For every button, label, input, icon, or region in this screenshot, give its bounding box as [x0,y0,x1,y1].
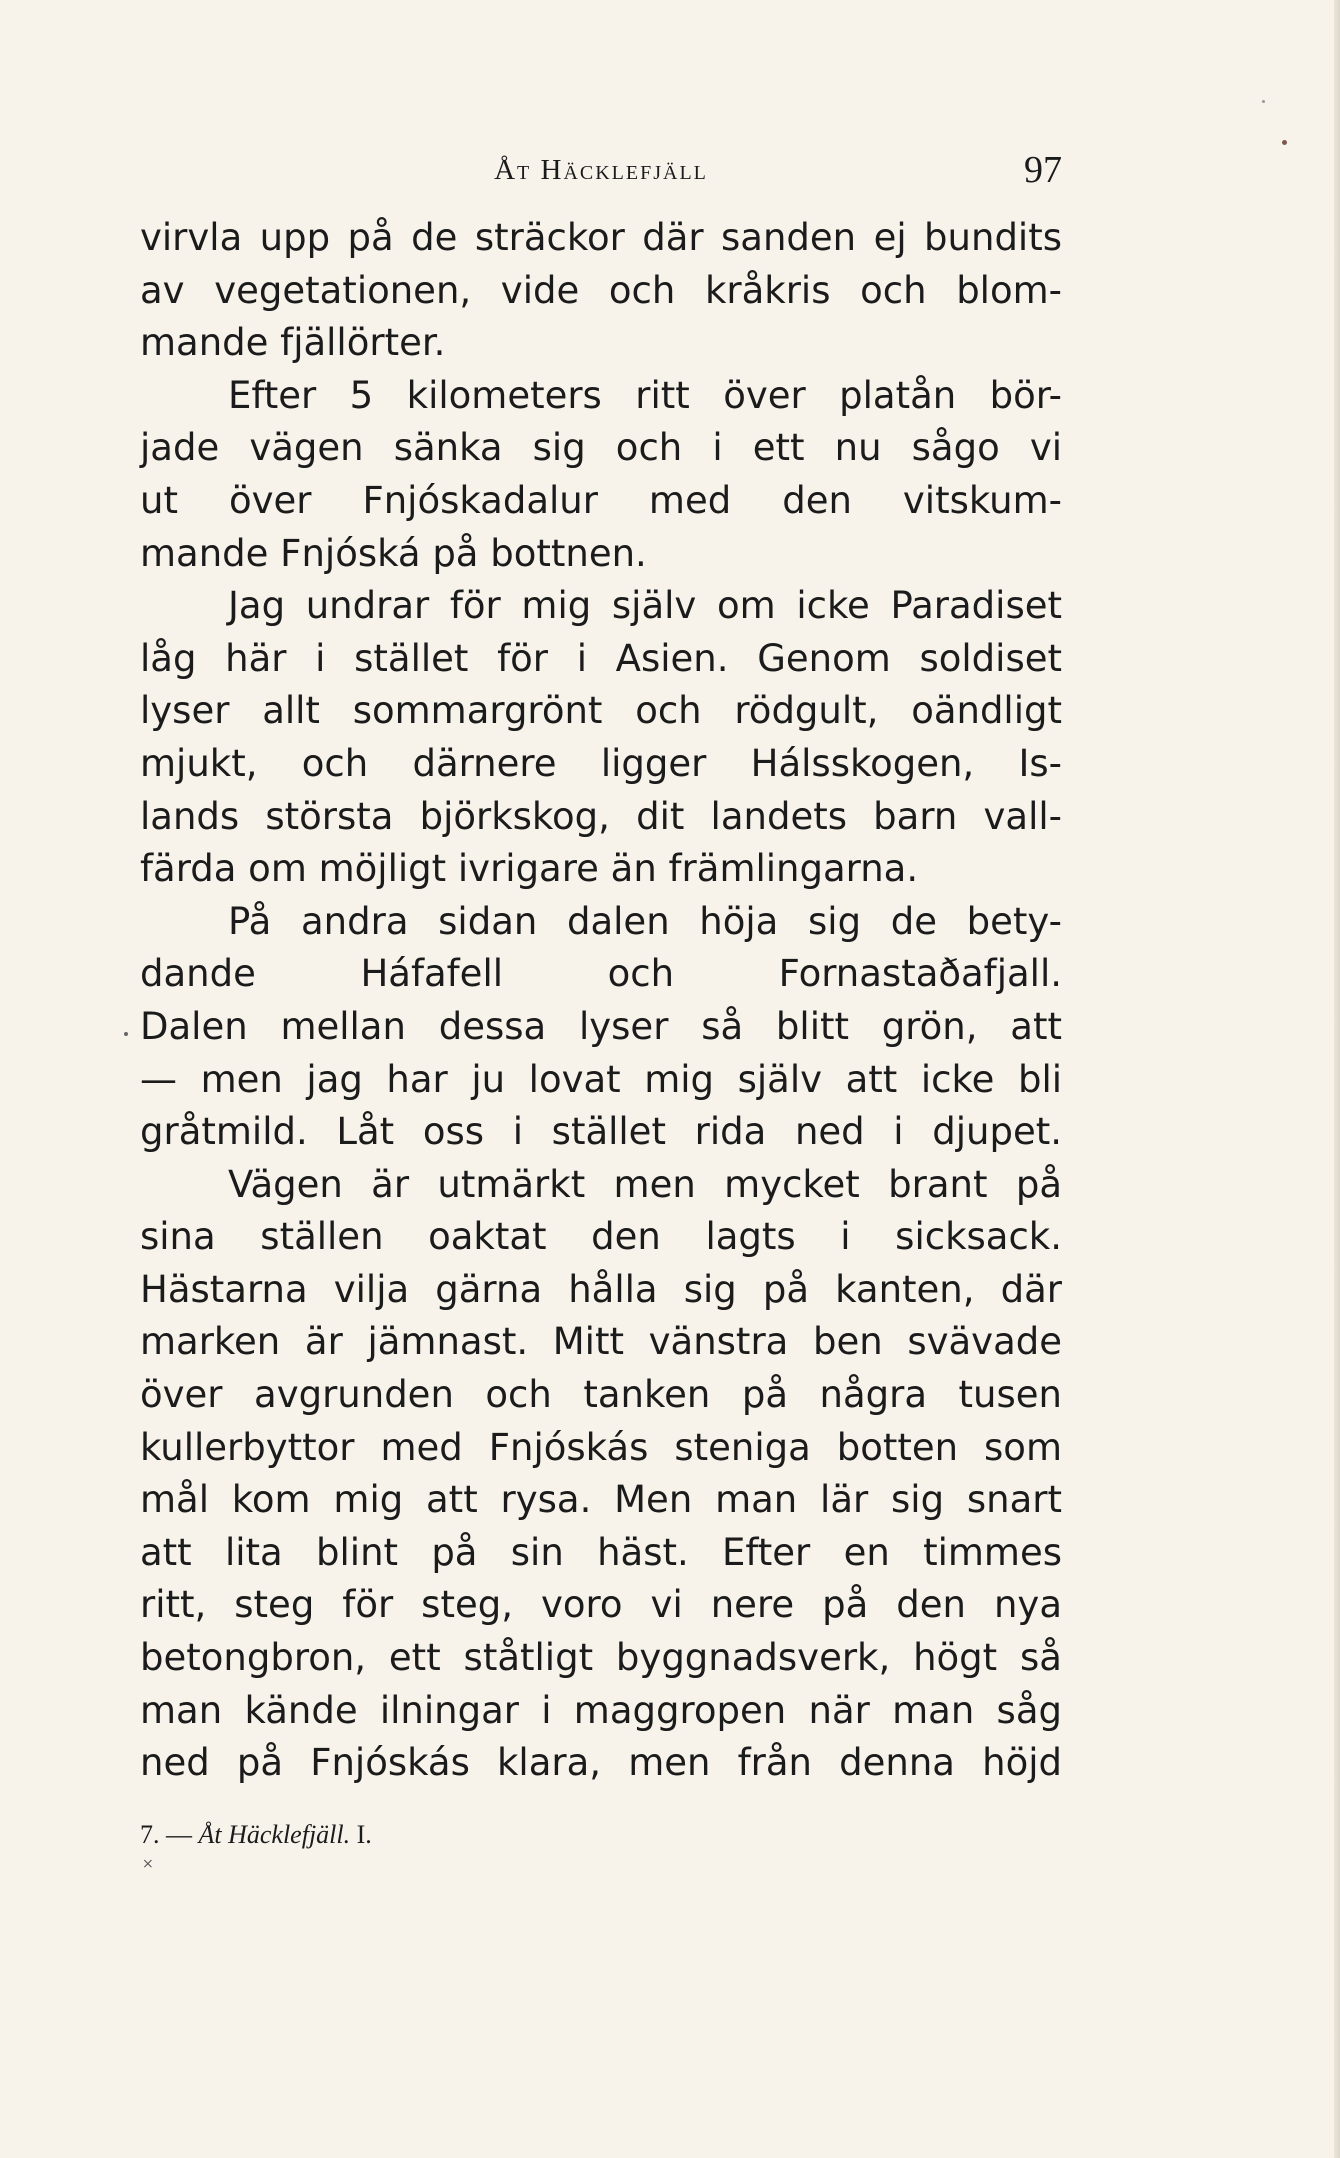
signature-footer [140,1820,372,1850]
paragraph [140,1159,1062,1790]
text-line: att lita blint på sin häst. Efter en timmes [140,1530,1062,1574]
text-line: mande Fnjóská på bottnen. [140,531,647,575]
ink-speck [124,1032,128,1036]
page-edge [1334,0,1340,2158]
text-line: Hästarna vilja gärna hålla sig på kanten, där [140,1267,1062,1311]
text-line: Vägen är utmärkt men mycket brant på [228,1162,1062,1206]
signature-volume: I. [356,1820,372,1849]
ink-speck [1282,140,1287,145]
text-line: sina ställen oaktat den lagts i sicksack. [140,1215,1062,1259]
page-number: 97 [1024,149,1062,191]
paragraph [140,212,1062,370]
text-line: mande fjällörter. [140,321,446,365]
text-line: färda om möjligt ivrigare än främlingarna. [140,847,919,891]
text-line: ned på Fnjóskás klara, men från denna höjd [140,1741,1062,1785]
text-line: virvla upp på de sträckor där sanden ej bundits [140,216,1062,259]
text-line: ut över Fnjóskadalur med den vitskum- [140,478,1062,522]
signature-title: Åt Häcklefjäll. [198,1820,351,1849]
text-line: gråtmild. Låt oss i stället rida ned i djupet. [140,1110,1062,1154]
text-line: mjukt, och därnere ligger Hálsskogen, Is- [140,741,1062,785]
text-line: På andra sidan dalen höja sig de bety- [228,899,1062,943]
text-line: Efter 5 kilometers ritt över platån bör- [228,373,1062,417]
text-line: man kände ilningar i maggropen när man såg [140,1688,1062,1732]
text-line: betongbron, ett ståtligt byggnadsverk, högt så [140,1636,1062,1680]
text-line: kullerbyttor med Fnjóskás steniga botten som [140,1425,1062,1469]
running-title: Åt Häcklefjäll [494,154,708,186]
text-line: Jag undrar för mig själv om icke Paradiset [228,584,1062,628]
text-line: av vegetationen, vide och kråkris och blom- [140,268,1062,312]
text-line: dande Háfafell och Fornastaðafjall. [140,952,1062,996]
text-line: lyser allt sommargrönt och rödgult, oändligt [140,689,1062,733]
text-line: lands största björkskog, dit landets barn vall- [140,794,1062,838]
text-line: mål kom mig att rysa. Men man lär sig snart [140,1478,1062,1522]
signature-number: 7. — [140,1820,192,1849]
body-text [140,212,1062,1790]
paragraph [140,896,1062,1159]
paragraph [140,580,1062,896]
text-line: Dalen mellan dessa lyser så blitt grön, att [140,1004,1062,1048]
text-line: marken är jämnast. Mitt vänstra ben svävade [140,1320,1062,1364]
text-line: — men jag har ju lovat mig själv att icke bli [140,1057,1062,1101]
text-line: jade vägen sänka sig och i ett nu sågo vi [140,426,1062,470]
page-header [140,148,1062,198]
paragraph [140,370,1062,580]
text-line: över avgrunden och tanken på några tusen [140,1373,1062,1417]
ink-speck [1262,100,1265,103]
text-line: låg här i stället för i Asien. Genom soldiset [140,636,1062,680]
footer-mark: × [142,1856,154,1872]
text-line: ritt, steg för steg, voro vi nere på den nya [140,1583,1062,1627]
